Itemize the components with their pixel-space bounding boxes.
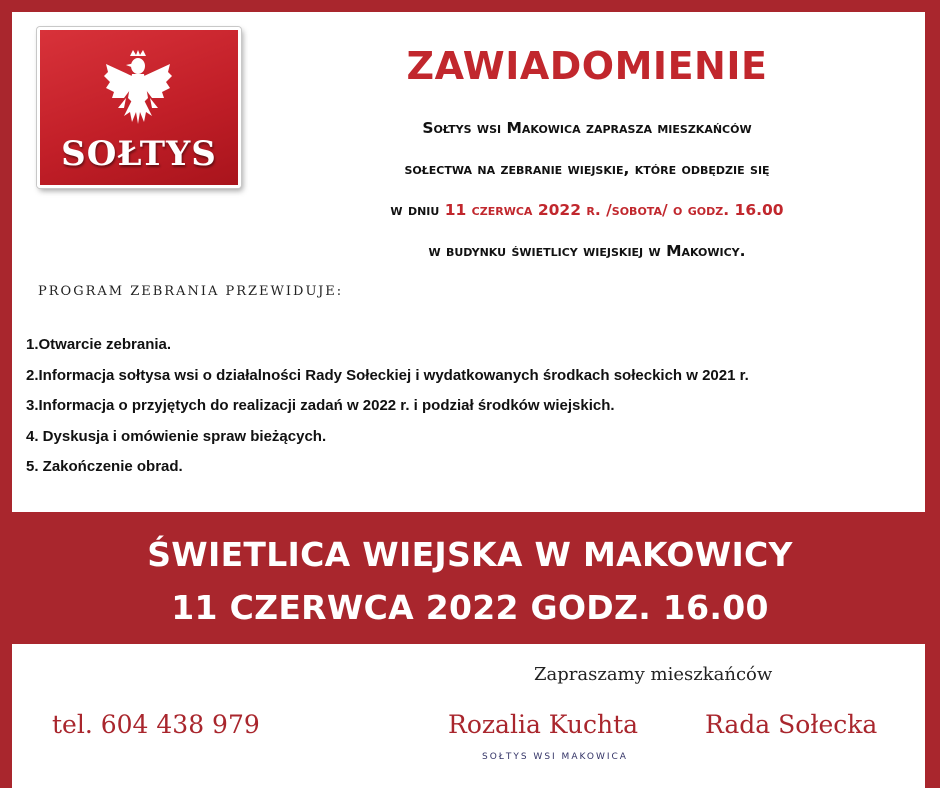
agenda-item: 4. Dyskusja i omówienie spraw bieżących.	[26, 427, 327, 445]
notice-intro	[262, 108, 912, 272]
banner-datetime: 11 CZERWCA 2022 GODZ. 16.00	[171, 588, 769, 627]
phone-number: tel. 604 438 979	[52, 710, 260, 739]
meeting-date-highlight: 11 czerwca 2022 r. /sobota/ o godz. 16.00	[444, 201, 784, 219]
event-banner	[0, 528, 940, 634]
polish-eagle-icon	[102, 50, 174, 128]
agenda-item: 1.Otwarcie zebrania.	[26, 336, 172, 353]
agenda-item: 2.Informacja sołtysa wsi o działalności Rady Sołeckiej i wydatkowanych środkach sołeckich w 2021 r.	[26, 366, 749, 384]
intro-line-4: w budynku świetlicy wiejskiej w Makowicy.	[428, 242, 746, 260]
intro-line-3	[262, 190, 912, 231]
badge-label: SOŁTYS	[61, 134, 217, 174]
invite-text: Zapraszamy mieszkańców	[534, 664, 773, 685]
footer-panel	[12, 644, 925, 788]
signature-caption: SOŁTYS WSI MAKOWICA	[482, 752, 628, 762]
agenda-list	[26, 330, 749, 483]
agenda-item: 5. Zakończenie obrad.	[26, 458, 183, 475]
signature-name: Rozalia Kuchta	[448, 710, 639, 739]
agenda-item: 3.Informacja o przyjętych do realizacji zadań w 2022 r. i podział środków wiejskich.	[26, 397, 615, 414]
intro-line-3-prefix: w dniu	[390, 201, 445, 219]
intro-line-2: sołectwa na zebranie wiejskie, które odbędzie się	[404, 160, 770, 178]
intro-line-1: Sołtys wsi Makowica zaprasza mieszkańców	[422, 119, 752, 137]
banner-location: ŚWIETLICA WIEJSKA W MAKOWICY	[147, 535, 793, 574]
soltys-badge	[37, 27, 241, 188]
council-signature: Rada Sołecka	[705, 710, 878, 739]
notice-panel	[12, 12, 925, 512]
notice-title: ZAWIADOMIENIE	[406, 44, 768, 88]
program-heading: PROGRAM ZEBRANIA PRZEWIDUJE:	[38, 284, 344, 299]
